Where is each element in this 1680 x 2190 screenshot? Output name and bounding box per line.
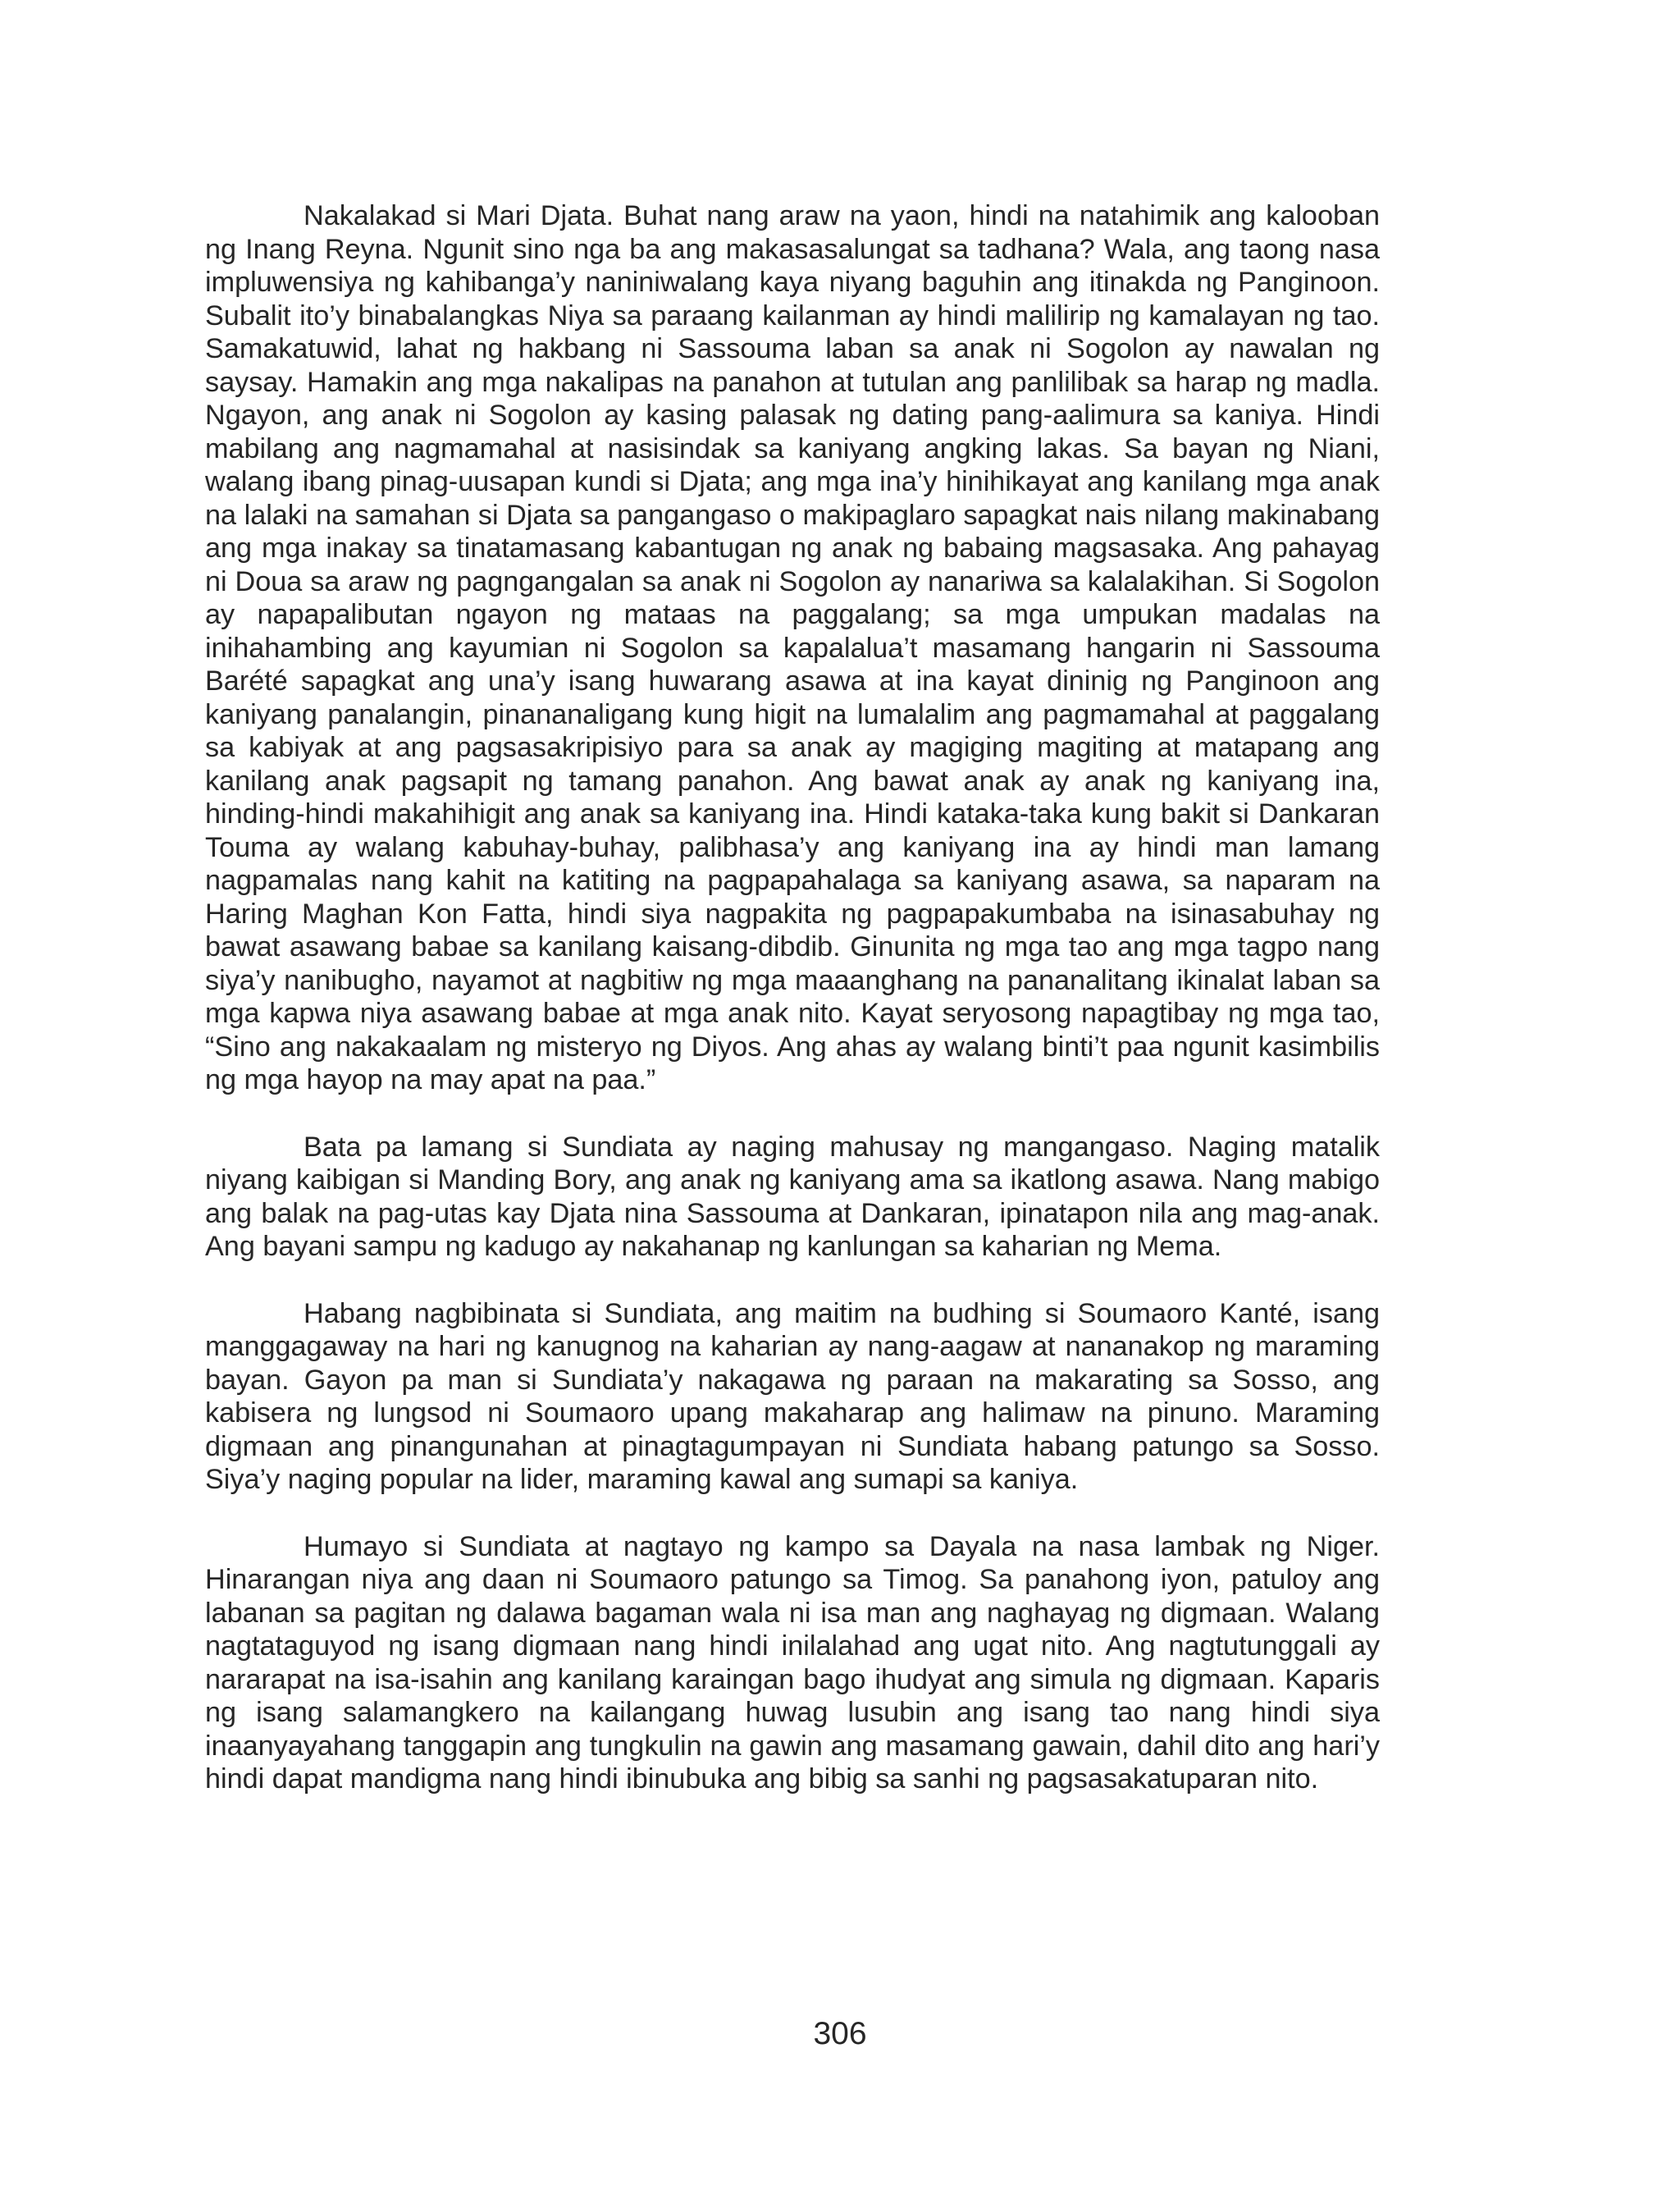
page-number: 306 <box>813 2016 867 2051</box>
paragraph-mari-djata: Nakalakad si Mari Djata. Buhat nang araw na yaon, hindi na natahimik ang kalooban ng Inang Reyna. Ngunit sino nga ba ang makasasalungat sa tadhana? Wala, ang taong nasa impluwensiya ng kahibanga’y naniniwalang kaya niyang baguhin ang itinakda ng Panginoon. Subalit ito’y binabalangkas Niya sa paraang kailanman ay hindi malilirip ng kamalayan ng tao. Samakatuwid, lahat ng hakbang ni Sassouma laban sa anak ni Sogolon ay nawalan ng saysay. Hamakin ang mga nakalipas na panahon at tutulan ang panlilibak sa harap ng madla. Ngayon, ang anak ni Sogolon ay kasing palasak ng dating pang-aalimura sa kaniya. Hindi mabilang ang nagmamahal at nasisindak sa kaniyang angking lakas. Sa bayan ng Niani, walang ibang pinag-uusapan kundi si Djata; ang mga ina’y hinihikayat ang kanilang mga anak na lalaki na samahan si Djata sa pangangaso o makipaglaro sapagkat nais nilang makinabang ang mga inakay sa tinatamasang kabantugan ng anak ng babaing magsasaka. Ang pahayag ni Doua sa araw ng pagngangalan sa anak ni Sogolon ay nanariwa sa kalalakihan. Si Sogolon ay napapalibutan ngayon ng mataas na paggalang; sa mga umpukan madalas na inihahambing ang kayumian ni Sogolon sa kapalalua’t masamang hangarin ni Sassouma Barété sapagkat ang una’y isang huwarang asawa at ina kayat dininig ng Panginoon ang kaniyang panalangin, pinananaligang kung higit na lumalalim ang pagmamahal at paggalang sa kabiyak at ang pagsasakripisiyo para sa anak ay magiging magiting at matapang ang kanilang anak pagsapit ng tamang panahon. Ang bawat anak ay anak ng kaniyang ina, hinding-hindi makahihigit ang anak sa kaniyang ina. Hindi kataka-taka kung bakit si Dankaran Touma ay walang kabuhay-buhay, palibhasa’y ang kaniyang ina ay hindi man lamang nagpamalas nang kahit na katiting na pagpapahalaga sa kaniyang asawa, sa naparam na Haring Maghan Kon Fatta, hindi siya nagpakita ng pagpapakumbaba na isinasabuhay ng bawat asawang babae sa kanilang kaisang-dibdib. Ginunita ng mga tao ang mga tagpo nang siya’y nanibugho, nayamot at nagbitiw ng mga maaanghang na pananalitang ikinalat laban sa mga kapwa niya asawang babae at mga anak nito. Kayat seryosong napagtibay ng mga tao, “Sino ang nakakaalam ng misteryo ng Diyos. Ang ahas ay walang binti’t paa ngunit kasimbilis ng mga hayop na may apat na paa.” <box>205 200 1380 1095</box>
document-body <box>205 199 1380 1796</box>
paragraph-soumaoro-kante: Habang nagbibinata si Sundiata, ang maitim na budhing si Soumaoro Kanté, isang manggagaway na hari ng kanugnog na kaharian ay nang-aagaw at nananakop ng maraming bayan. Gayon pa man si Sundiata’y nakagawa ng paraan na makarating sa Sosso, ang kabisera ng lungsod ni Soumaoro upang makaharap ang halimaw na pinuno. Maraming digmaan ang pinangunahan at pinagtagumpayan ni Sundiata habang patungo sa Sosso. Siya’y naging popular na lider, maraming kawal ang sumapi sa kaniya. <box>205 1297 1380 1495</box>
paragraph-sundiata-hunter: Bata pa lamang si Sundiata ay naging mahusay ng mangangaso. Naging matalik niyang kaibigan si Manding Bory, ang anak ng kaniyang ama sa ikatlong asawa. Nang mabigo ang balak na pag-utas kay Djata nina Sassouma at Dankaran, ipinatapon nila ang mag-anak. Ang bayani sampu ng kadugo ay nakahanap ng kanlungan sa kaharian ng Mema. <box>205 1131 1380 1262</box>
paragraph-dayala-camp: Humayo si Sundiata at nagtayo ng kampo sa Dayala na nasa lambak ng Niger. Hinarangan niya ang daan ni Soumaoro patungo sa Timog. Sa panahong iyon, patuloy ang labanan sa pagitan ng dalawa bagaman wala ni isa man ang naghayag ng digmaan. Walang nagtataguyod ng isang digmaan nang hindi inilalahad ang ugat nito. Ang nagtutunggali ay nararapat na isa-isahin ang kanilang karaingan bago ihudyat ang simula ng digmaan. Kaparis ng isang salamangkero na kailangang huwag lusubin ang isang tao nang hindi siya inaanyayahang tanggapin ang tungkulin na gawin ang masamang gawain, dahil dito ang hari’y hindi dapat mandigma nang hindi ibinubuka ang bibig sa sanhi ng pagsasakatuparan nito. <box>205 1530 1380 1795</box>
